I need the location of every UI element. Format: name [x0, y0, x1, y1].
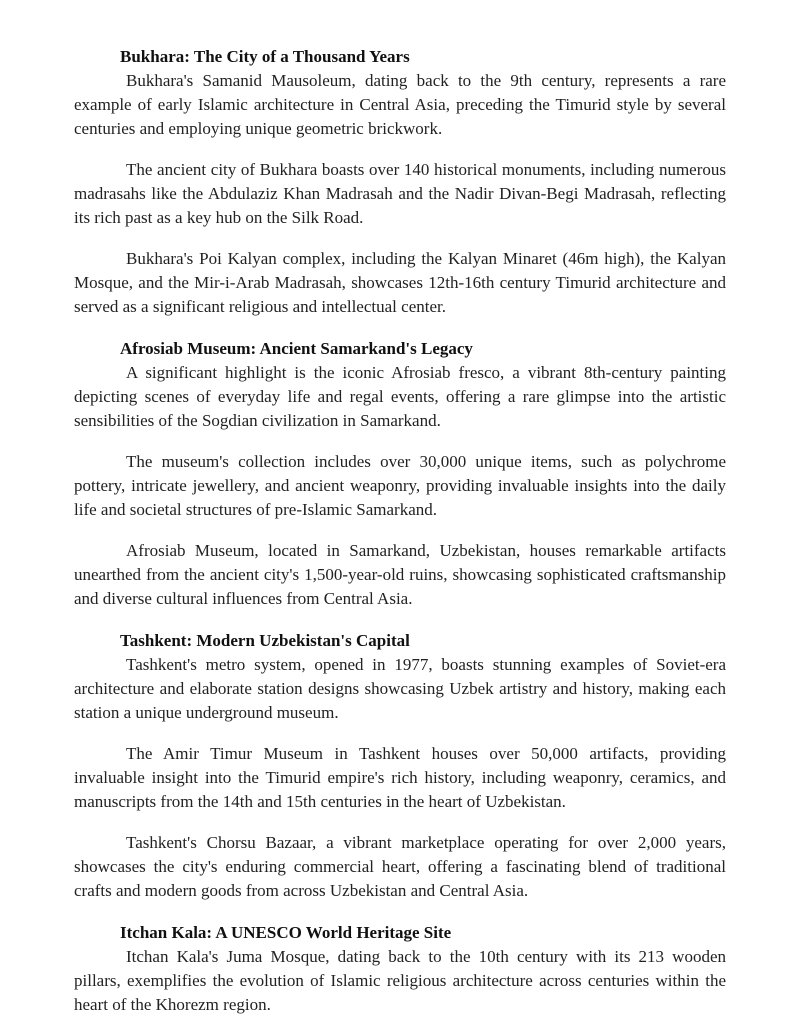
section-afrosiab: [74, 337, 726, 611]
paragraph: Tashkent's metro system, opened in 1977, boasts stunning examples of Soviet-era architecture and elaborate station designs showcasing Uzbek artistry and history, making each station a unique underground museum.: [74, 655, 726, 722]
section-itchan-kala: [74, 921, 726, 1017]
paragraph: A significant highlight is the iconic Afrosiab fresco, a vibrant 8th-century painting depicting scenes of everyday life and regal events, offering a rare glimpse into the artistic sensibilities of the Sogdian civilization in Samarkand.: [74, 363, 726, 430]
paragraph: The ancient city of Bukhara boasts over 140 historical monuments, including numerous madrasahs like the Abdulaziz Khan Madrasah and the Nadir Divan-Begi Madrasah, reflecting its rich past as a key hub on the Silk Road.: [74, 160, 726, 227]
paragraph: Bukhara's Poi Kalyan complex, including the Kalyan Minaret (46m high), the Kalyan Mosque, and the Mir-i-Arab Madrasah, showcases 12th-16th century Timurid architecture and served as a significant religious and intellectual center.: [74, 249, 726, 316]
section-bukhara: [74, 45, 726, 319]
section-heading: Bukhara: The City of a Thousand Years: [120, 47, 410, 66]
paragraph: The museum's collection includes over 30,000 unique items, such as polychrome pottery, intricate jewellery, and ancient weaponry, providing invaluable insights into the daily life and societal structures of pre-Islamic Samarkand.: [74, 452, 726, 519]
paragraph: Itchan Kala's Juma Mosque, dating back to the 10th century with its 213 wooden pillars, exemplifies the evolution of Islamic religious architecture across centuries within the heart of the Khorezm region.: [74, 947, 726, 1014]
paragraph: Afrosiab Museum, located in Samarkand, Uzbekistan, houses remarkable artifacts unearthed from the ancient city's 1,500-year-old ruins, showcasing sophisticated craftsmanship and diverse cultural influences from Central Asia.: [74, 541, 726, 608]
paragraph: Bukhara's Samanid Mausoleum, dating back to the 9th century, represents a rare example of early Islamic architecture in Central Asia, preceding the Timurid style by several centuries and employing unique geometric brickwork.: [74, 71, 726, 138]
section-tashkent: [74, 629, 726, 903]
paragraph: The Amir Timur Museum in Tashkent houses over 50,000 artifacts, providing invaluable insight into the Timurid empire's rich history, including weaponry, ceramics, and manuscripts from the 14th and 15th centuries in the heart of Uzbekistan.: [74, 744, 726, 811]
paragraph: Tashkent's Chorsu Bazaar, a vibrant marketplace operating for over 2,000 years, showcases the city's enduring commercial heart, offering a fascinating blend of traditional crafts and modern goods from across Uzbekistan and Central Asia.: [74, 833, 726, 900]
section-heading: Tashkent: Modern Uzbekistan's Capital: [120, 631, 410, 650]
section-heading: Itchan Kala: A UNESCO World Heritage Site: [120, 923, 452, 942]
section-heading: Afrosiab Museum: Ancient Samarkand's Legacy: [120, 339, 473, 358]
